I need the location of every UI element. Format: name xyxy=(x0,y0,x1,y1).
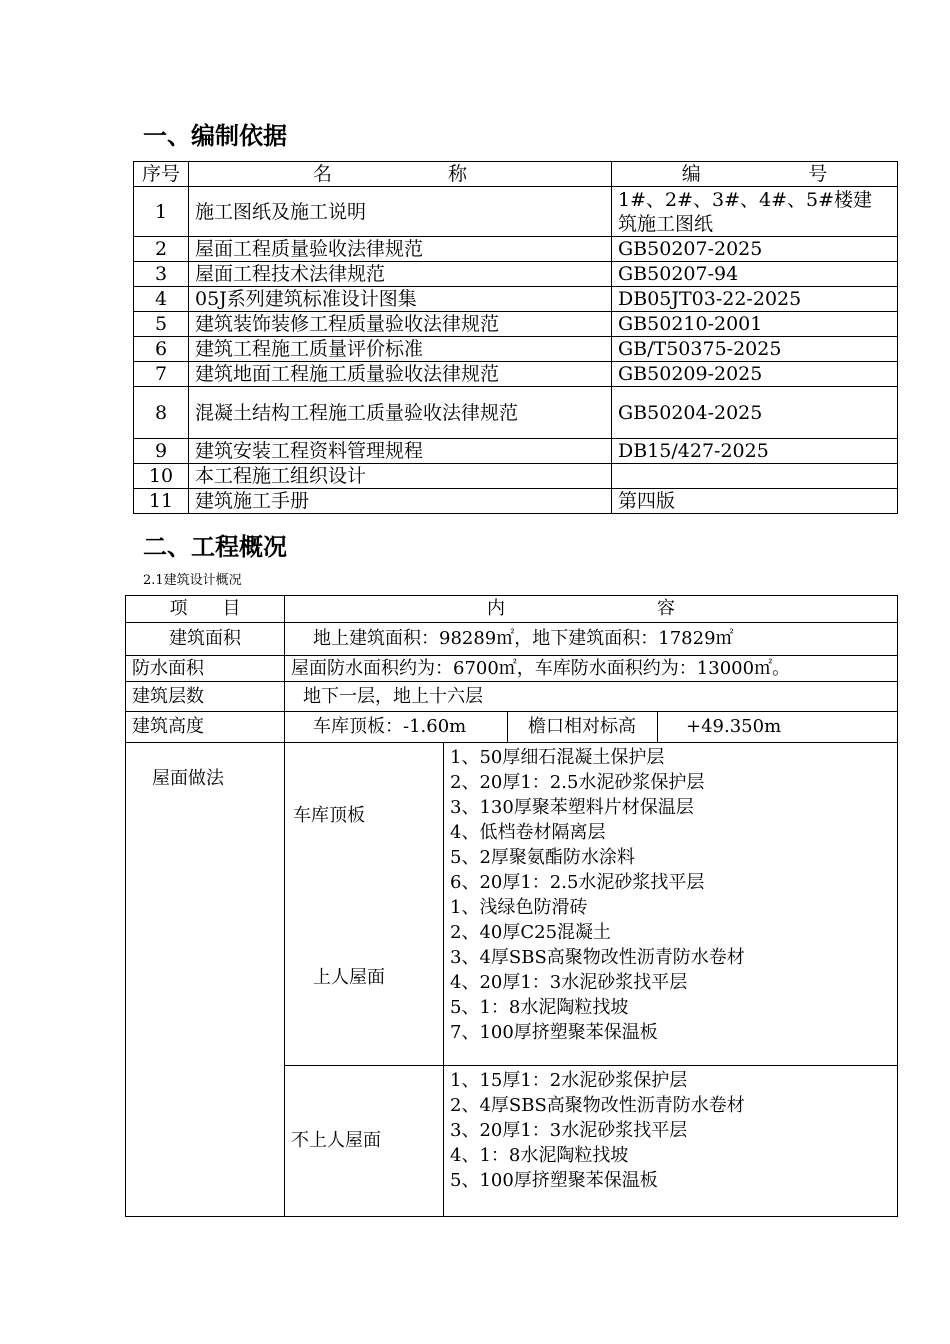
row-no: 6 xyxy=(134,337,189,362)
roof-layer-item: 5、2厚聚氨酯防水涂料 xyxy=(450,847,635,868)
basis-table-row xyxy=(134,489,898,514)
roof-group-2-name: 不上人屋面 xyxy=(285,1066,444,1217)
row-no: 3 xyxy=(134,262,189,287)
roof-layer-item: 7、100厚挤塑聚苯保温板 xyxy=(450,1022,658,1043)
height-eave-label: 檐口相对标高 xyxy=(508,712,658,743)
section1-title: 一、编制依据 xyxy=(143,122,287,150)
header-content: 内 容 xyxy=(285,596,898,623)
row-name: 施工图纸及施工说明 xyxy=(189,187,612,237)
row-name: 05J系列建筑标准设计图集 xyxy=(189,287,612,312)
area-label: 建筑面积 xyxy=(126,623,285,656)
row-code: DB15/427-2025 xyxy=(612,439,898,464)
row-name: 屋面工程质量验收法律规范 xyxy=(189,237,612,262)
row-code xyxy=(612,464,898,489)
floors-value: 地下一层，地上十六层 xyxy=(285,682,898,712)
height-eave-value: +49.350m xyxy=(658,712,898,743)
row-no: 10 xyxy=(134,464,189,489)
row-name: 建筑工程施工质量评价标准 xyxy=(189,337,612,362)
roof-label: 屋面做法 xyxy=(126,743,285,1217)
row-no: 1 xyxy=(134,187,189,237)
roof-layer-item: 5、1：8水泥陶粒找坡 xyxy=(450,997,629,1018)
row-name: 建筑地面工程施工质量验收法律规范 xyxy=(189,362,612,387)
roof-layer-item: 4、低档卷材隔离层 xyxy=(450,822,606,843)
row-code: GB50204-2025 xyxy=(612,387,898,439)
section2-subtitle: 2.1建筑设计概况 xyxy=(143,573,242,588)
basis-table-row xyxy=(134,464,898,489)
floors-label: 建筑层数 xyxy=(126,682,285,712)
roof-lower-list xyxy=(444,1066,898,1217)
basis-table-row xyxy=(134,387,898,439)
basis-table-row xyxy=(134,187,898,237)
header-no: 序号 xyxy=(134,162,189,187)
basis-table-row xyxy=(134,312,898,337)
waterproof-label: 防水面积 xyxy=(126,656,285,682)
row-code: GB/T50375-2025 xyxy=(612,337,898,362)
area-value: 地上建筑面积：98289㎡，地下建筑面积：17829㎡ xyxy=(285,623,898,656)
design-overview-table xyxy=(125,595,898,1217)
row-code: GB50209-2025 xyxy=(612,362,898,387)
basis-table-row xyxy=(134,362,898,387)
header-name: 名 称 xyxy=(189,162,612,187)
roof-layer-item: 3、20厚1：3水泥砂浆找平层 xyxy=(450,1120,688,1141)
row-name: 混凝土结构工程施工质量验收法律规范 xyxy=(189,387,612,439)
roof-layer-item: 6、20厚1：2.5水泥砂浆找平层 xyxy=(450,872,705,893)
row-code: DB05JT03-22-2025 xyxy=(612,287,898,312)
roof-layer-item: 5、100厚挤塑聚苯保温板 xyxy=(450,1170,658,1191)
row-no: 7 xyxy=(134,362,189,387)
row-no: 9 xyxy=(134,439,189,464)
basis-table-row xyxy=(134,237,898,262)
roof-layer-item: 1、15厚1：2水泥砂浆保护层 xyxy=(450,1070,688,1091)
roof-layer-item: 1、50厚细石混凝土保护层 xyxy=(450,747,665,768)
row-name: 屋面工程技术法律规范 xyxy=(189,262,612,287)
overview-header xyxy=(126,596,898,623)
row-no: 4 xyxy=(134,287,189,312)
row-code: GB50207-2025 xyxy=(612,237,898,262)
row-area xyxy=(126,623,898,656)
row-code: GB50207-94 xyxy=(612,262,898,287)
row-no: 2 xyxy=(134,237,189,262)
height-label: 建筑高度 xyxy=(126,712,285,743)
row-no: 5 xyxy=(134,312,189,337)
roof-layer-item: 2、4厚SBS高聚物改性沥青防水卷材 xyxy=(450,1095,745,1116)
section2-title: 二、工程概况 xyxy=(143,533,287,561)
header-code: 编 号 xyxy=(612,162,898,187)
roof-group-0-name: 车库顶板 上人屋面 xyxy=(285,743,444,1066)
roof-upper-list xyxy=(444,743,898,1066)
row-code: 第四版 xyxy=(612,489,898,514)
basis-table-row xyxy=(134,439,898,464)
row-code: GB50210-2001 xyxy=(612,312,898,337)
basis-table-header xyxy=(134,162,898,187)
header-item: 项 目 xyxy=(126,596,285,623)
waterproof-value: 屋面防水面积约为：6700㎡，车库防水面积约为：13000㎡。 xyxy=(285,656,898,682)
row-name: 建筑装饰装修工程质量验收法律规范 xyxy=(189,312,612,337)
row-name: 建筑施工手册 xyxy=(189,489,612,514)
basis-table-row xyxy=(134,337,898,362)
roof-layer-item: 2、20厚1：2.5水泥砂浆保护层 xyxy=(450,772,705,793)
height-garage: 车库顶板：-1.60m xyxy=(285,712,508,743)
basis-table xyxy=(133,161,898,514)
basis-table-row xyxy=(134,262,898,287)
row-no: 8 xyxy=(134,387,189,439)
row-waterproof xyxy=(126,656,898,682)
roof-layer-item: 2、40厚C25混凝土 xyxy=(450,922,612,943)
roof-layer-item: 1、浅绿色防滑砖 xyxy=(450,897,588,918)
row-name: 本工程施工组织设计 xyxy=(189,464,612,489)
row-code: 1#、2#、3#、4#、5#楼建筑施工图纸 xyxy=(612,187,898,237)
basis-table-row xyxy=(134,287,898,312)
roof-layer-item: 4、20厚1：3水泥砂浆找平层 xyxy=(450,972,688,993)
roof-layer-item: 4、1：8水泥陶粒找坡 xyxy=(450,1145,629,1166)
roof-layer-item: 3、4厚SBS高聚物改性沥青防水卷材 xyxy=(450,947,745,968)
row-no: 11 xyxy=(134,489,189,514)
row-height xyxy=(126,712,898,743)
row-floors xyxy=(126,682,898,712)
row-roof-upper xyxy=(126,743,898,1066)
roof-layer-item: 3、130厚聚苯塑料片材保温层 xyxy=(450,797,694,818)
row-name: 建筑安装工程资料管理规程 xyxy=(189,439,612,464)
